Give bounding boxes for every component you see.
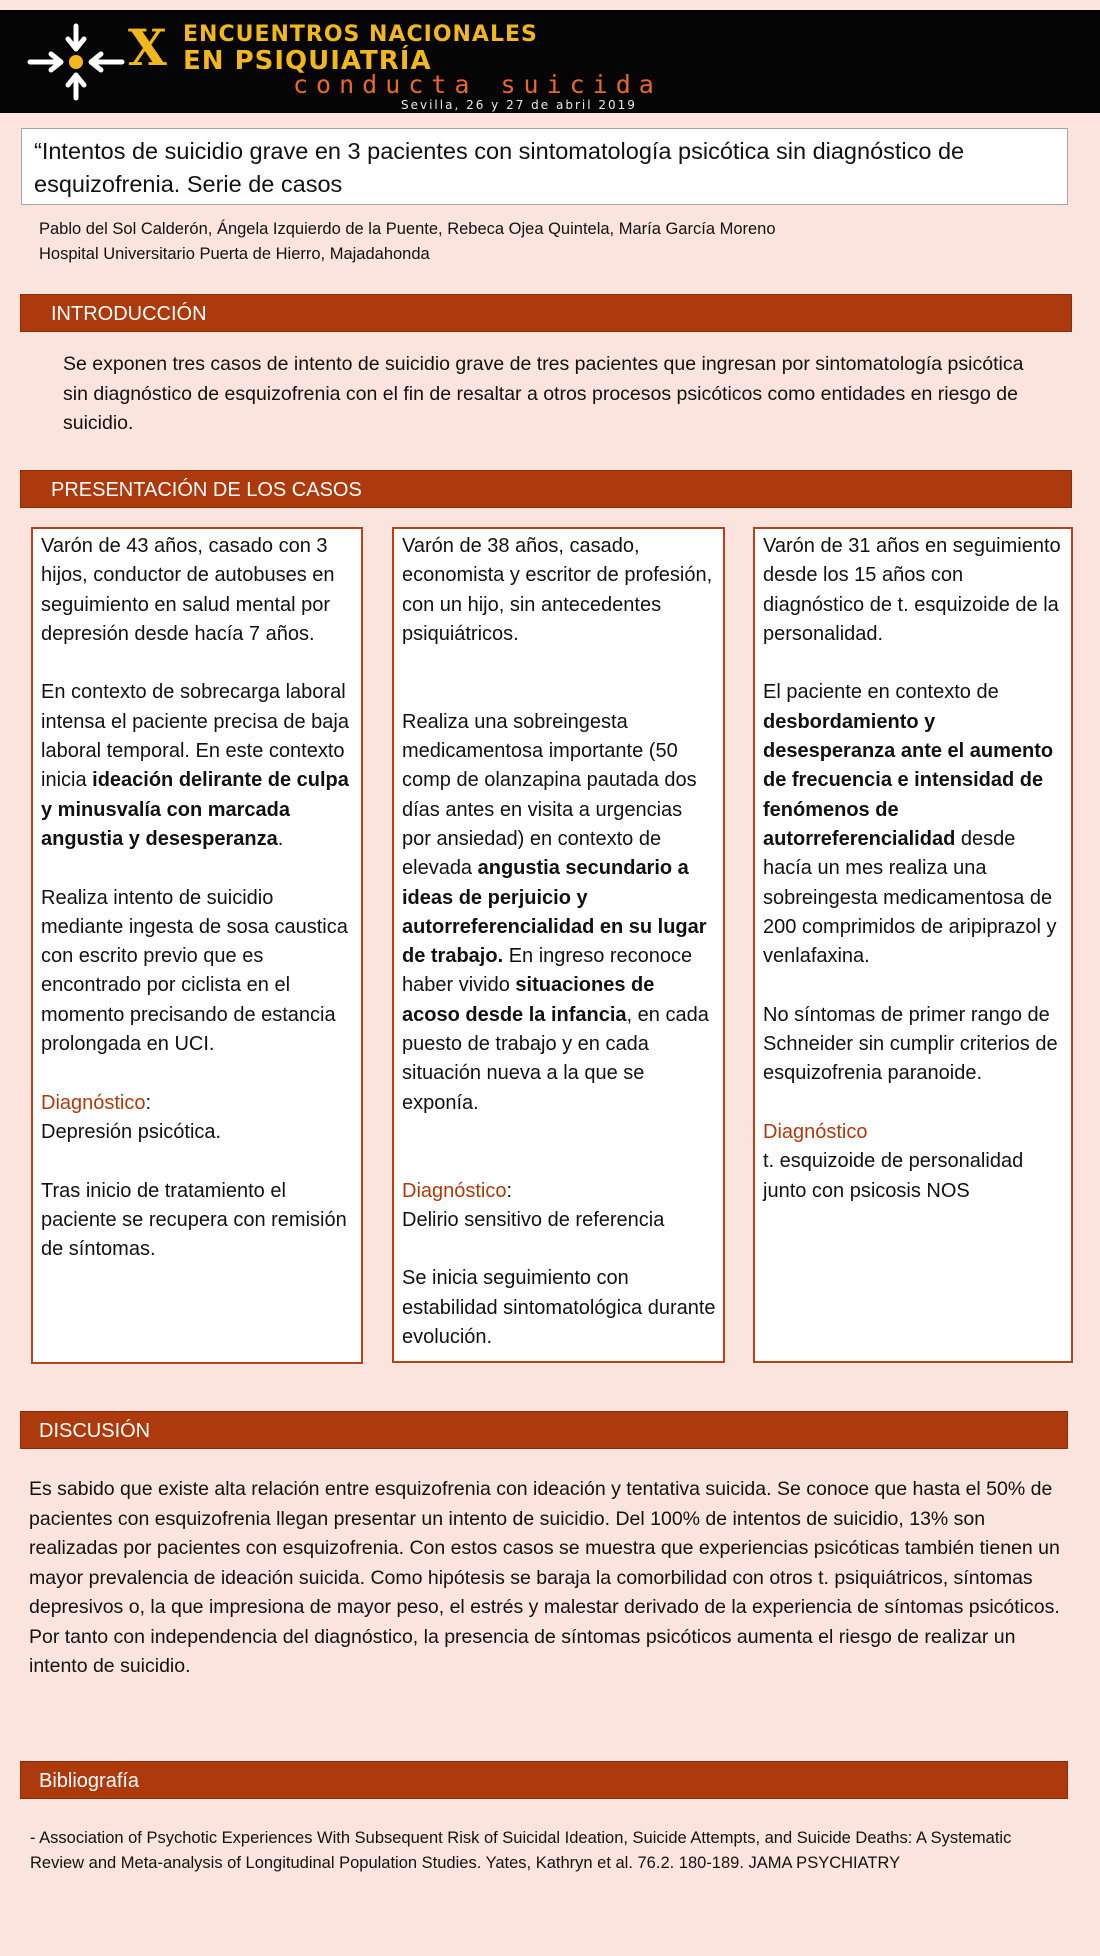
case-diagnosis [763, 1118, 1064, 1147]
diagnosis-label: Diagnóstico [41, 1091, 146, 1114]
case-card-1 [31, 527, 363, 1364]
introduccion-text: Se exponen tres casos de intento de suicidio grave de tres pacientes que ingresan por sintomatología psicótica sin diagnóstico de esquizofrenia con el fin de resaltar a otros procesos psicóticos como entidades en riesgo de suicidio. [63, 353, 1024, 434]
discusion-text: Es sabido que existe alta relación entre esquizofrenia con ideación y tentativa suicida. Se conoce que hasta el 50% de pacientes con esquizofrenia llegan presentar un intento de suicidio. Del 100% de intentos de suicidio, 13% son realizadas por pacientes con esquizofrenia. Con estos casos se muestra que experiencias psicóticas también tienen un mayor prevalencia de ideación suicida. Como hipótesis se baraja la comorbilidad con otros t. psiquiátricos, síntomas depresivos o, la que impresiona de mayor peso, el estrés y malestar derivado de la experiencia de síntomas psicóticos. Por tanto con independencia del diagnóstico, la presencia de síntomas psicóticos aumenta el riesgo de realizar un intento de suicidio. [29, 1478, 1060, 1677]
section-heading-bibliografia [20, 1761, 1068, 1799]
case-card-3 [753, 527, 1073, 1363]
case-intro: Varón de 31 años en seguimiento desde los 15 años con diagnóstico de t. esquizoide de la personalidad. [763, 535, 1061, 645]
diagnosis-value: t. esquizoide de personalidad junto con psicosis NOS [763, 1150, 1024, 1202]
banner-roman-numeral: X [128, 18, 167, 77]
case-context: Realiza una sobreingesta medicamentosa importante (50 comp de olanzapina pautada dos días antes en visita a urgencias por ansiedad) en contexto de elevada angustia secundario a ideas de perjuicio y autorreferencialidad en su lugar de trabajo. En ingreso reconoce haber vivido situaciones de acoso desde la infancia, en cada puesto de trabajo y en cada situación nueva a la que se exponía. [402, 710, 709, 1114]
banner-title-line2: EN PSIQUIATRÍA [183, 46, 432, 76]
case-card-2 [392, 527, 725, 1363]
diagnosis-value: Depresión psicótica. [41, 1120, 222, 1143]
section-heading-label: PRESENTACIÓN DE LOS CASOS [51, 479, 362, 501]
conference-banner [0, 10, 1100, 113]
case-diagnosis: Diagnóstico: [402, 1179, 513, 1202]
section-heading-casos [20, 470, 1072, 508]
section-heading-introduccion [20, 294, 1072, 332]
section-heading-discusion [20, 1411, 1068, 1449]
banner-title-line1: ENCUENTROS NACIONALES [183, 22, 538, 47]
case-attempt: Realiza intento de suicidio mediante ingesta de sosa caustica con escrito previo que es encontrado por ciclista en el momento precisando de estancia prolongada en UCI. [41, 886, 348, 1056]
arrows-converging-dot-icon [26, 22, 126, 102]
case-outcome: Tras inicio de tratamiento el paciente se recupera con remisión de síntomas. [41, 1179, 347, 1261]
case-outcome: Se inicia seguimiento con estabilidad sintomatológica durante evolución. [402, 1267, 716, 1349]
section-heading-label: Bibliografía [39, 1770, 140, 1792]
top-strip [0, 0, 1100, 10]
case-diagnosis: Diagnóstico: [41, 1091, 152, 1114]
case-context: En contexto de sobrecarga laboral intensa el paciente precisa de baja laboral temporal. En este contexto inicia ideación delirante de culpa y minusvalía con marcada angustia y desesperanza. [41, 681, 349, 850]
case-intro: Varón de 43 años, casado con 3 hijos, conductor de autobuses en seguimiento en salud mental por depresión desde hacía 7 años. [41, 535, 335, 645]
case-symptoms: No síntomas de primer rango de Schneider sin cumplir criterios de esquizofrenia paranoide. [763, 1003, 1058, 1085]
case-context: El paciente en contexto de desbordamiento y desesperanza ante el aumento de frecuencia e intensidad de fenómenos de autorreferencialidad desde hacía un mes realiza una sobreingesta medicamentosa de 200 comprimidos de aripiprazol y venlafaxina. [763, 681, 1057, 968]
bibliography-reference: - Association of Psychotic Experiences With Subsequent Risk of Suicidal Ideation, Suicide Attempts, and Suicide Deaths: A Systematic Review and Meta-analysis of Longitudinal Population Studies. Yates, Kathryn et al. 76.2. 180-189. JAMA PSYCHIATRY [30, 1829, 1012, 1872]
author-list: Pablo del Sol Calderón, Ángela Izquierdo de la Puente, Rebeca Ojea Quintela, María García Moreno [39, 220, 776, 238]
case-intro: Varón de 38 años, casado, economista y escritor de profesión, con un hijo, sin antecedentes psiquiátricos. [402, 535, 713, 645]
banner-date: Sevilla, 26 y 27 de abril 2019 [401, 98, 637, 112]
section-heading-label: INTRODUCCIÓN [51, 303, 207, 325]
section-heading-label: DISCUSIÓN [39, 1420, 151, 1442]
diagnosis-label: Diagnóstico [402, 1179, 507, 1202]
diagnosis-value: Delirio sensitivo de referencia [402, 1208, 665, 1231]
poster-title: “Intentos de suicidio grave en 3 pacientes con sintomatología psicótica sin diagnóstico de esquizofrenia. Serie de casos [21, 128, 1068, 205]
diagnosis-label: Diagnóstico [763, 1120, 868, 1143]
banner-subtitle: conducta suicida [293, 70, 662, 99]
affiliation: Hospital Universitario Puerta de Hierro, Majadahonda [39, 245, 430, 263]
authors-block [39, 217, 776, 267]
